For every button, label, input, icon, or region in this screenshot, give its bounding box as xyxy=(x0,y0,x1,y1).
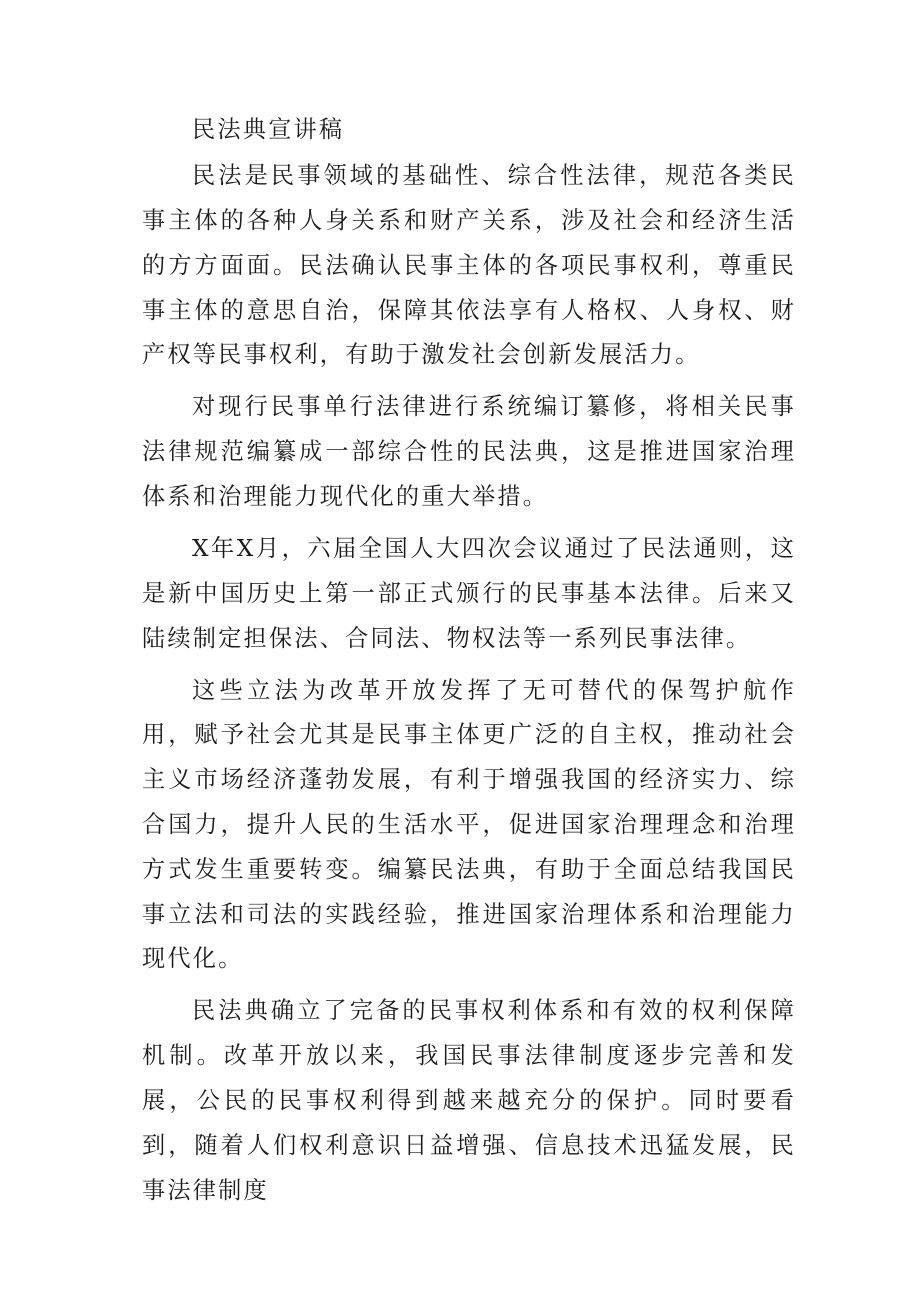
paragraph-2: 对现行民事单行法律进行系统编订纂修，将相关民事法律规范编纂成一部综合性的民法典，这是推进国家治理体系和治理能力现代化的重大举措。 xyxy=(142,393,796,511)
paragraph-5: 民法典确立了完备的民事权利体系和有效的权利保障机制。改革开放以来，我国民事法律制度逐步完善和发展，公民的民事权利得到越来越充分的保护。同时要看到，随着人们权利意识日益增强、信息技术迅猛发展，民事法律制度 xyxy=(142,997,796,1204)
paragraph-4: 这些立法为改革开放发挥了无可替代的保驾护航作用，赋予社会尤其是民事主体更广泛的自主权，推动社会主义市场经济蓬勃发展，有利于增强我国的经济实力、综合国力，提升人民的生活水平，促进国家治理理念和治理方式发生重要转变。编纂民法典，有助于全面总结我国民事立法和司法的实践经验，推进国家治理体系和治理能力现代化。 xyxy=(142,676,796,973)
document-title: 民法典宣讲稿 xyxy=(192,116,345,143)
paragraph-3: X年X月，六届全国人大四次会议通过了民法通则，这是新中国历史上第一部正式颁行的民事基本法律。后来又陆续制定担保法、合同法、物权法等一系列民事法律。 xyxy=(142,535,796,652)
paragraph-1: 民法是民事领域的基础性、综合性法律，规范各类民事主体的各种人身关系和财产关系，涉及社会和经济生活的方方面面。民法确认民事主体的各项民事权利，尊重民事主体的意思自治，保障其依法享有人格权、人身权、财产权等民事权利，有助于激发社会创新发展活力。 xyxy=(142,162,796,369)
document-body xyxy=(142,108,796,1221)
